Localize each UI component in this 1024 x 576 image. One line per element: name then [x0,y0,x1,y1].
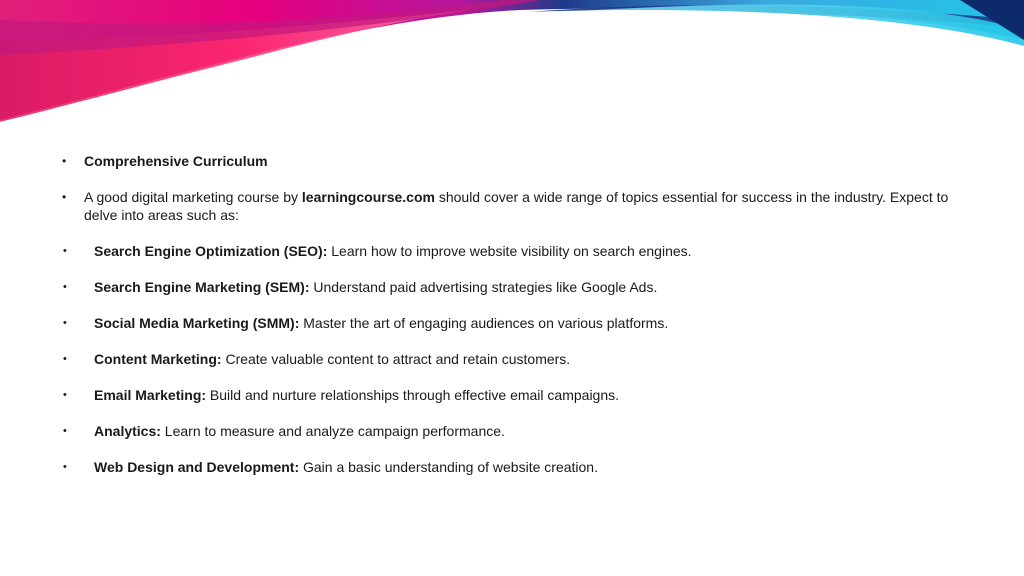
list-item [60,458,980,476]
item-text: Learn how to improve website visibility on search engines. [327,243,692,259]
list-item [60,386,980,404]
bullet-icon: • [62,154,67,168]
item-heading: Search Engine Marketing (SEM): [94,279,310,295]
item-heading: Web Design and Development: [94,459,300,475]
item-text-pre: A good digital marketing course by [84,189,302,205]
bullet-icon: • [63,425,67,437]
list-item [60,242,980,260]
item-heading: Social Media Marketing (SMM): [94,315,300,331]
bullet-icon: • [63,353,67,365]
bullet-icon: • [62,190,67,204]
item-heading: Comprehensive Curriculum [84,153,268,169]
list-item [60,188,980,224]
item-heading: Content Marketing: [94,351,222,367]
bullet-icon: • [63,317,67,329]
item-text: Learn to measure and analyze campaign performance. [160,423,505,439]
bullet-icon: • [63,389,67,401]
list-item [60,350,980,368]
bullet-icon: • [63,245,67,257]
item-heading: Email Marketing: [94,387,207,403]
bullet-icon: • [63,461,67,473]
list-item [60,278,980,296]
decorative-banner [0,0,1024,130]
bullet-list [60,152,980,494]
item-text: Build and nurture relationships through effective email campaigns. [206,387,620,403]
item-text: Create valuable content to attract and retain customers. [221,351,571,367]
item-text: should cover a wide range of topics essential for success in the industry. Expect to delve into areas such as: [84,189,949,223]
bullet-icon: • [63,281,67,293]
list-item [60,314,980,332]
item-heading: Analytics: [94,423,161,439]
item-text: Master the art of engaging audiences on various platforms. [299,315,669,331]
item-link-text: learningcourse.com [301,189,435,205]
item-text: Understand paid advertising strategies like Google Ads. [309,279,658,295]
item-text: Gain a basic understanding of website creation. [299,459,598,475]
list-item [60,152,980,170]
list-item [60,422,980,440]
item-heading: Search Engine Optimization (SEO): [94,243,328,259]
